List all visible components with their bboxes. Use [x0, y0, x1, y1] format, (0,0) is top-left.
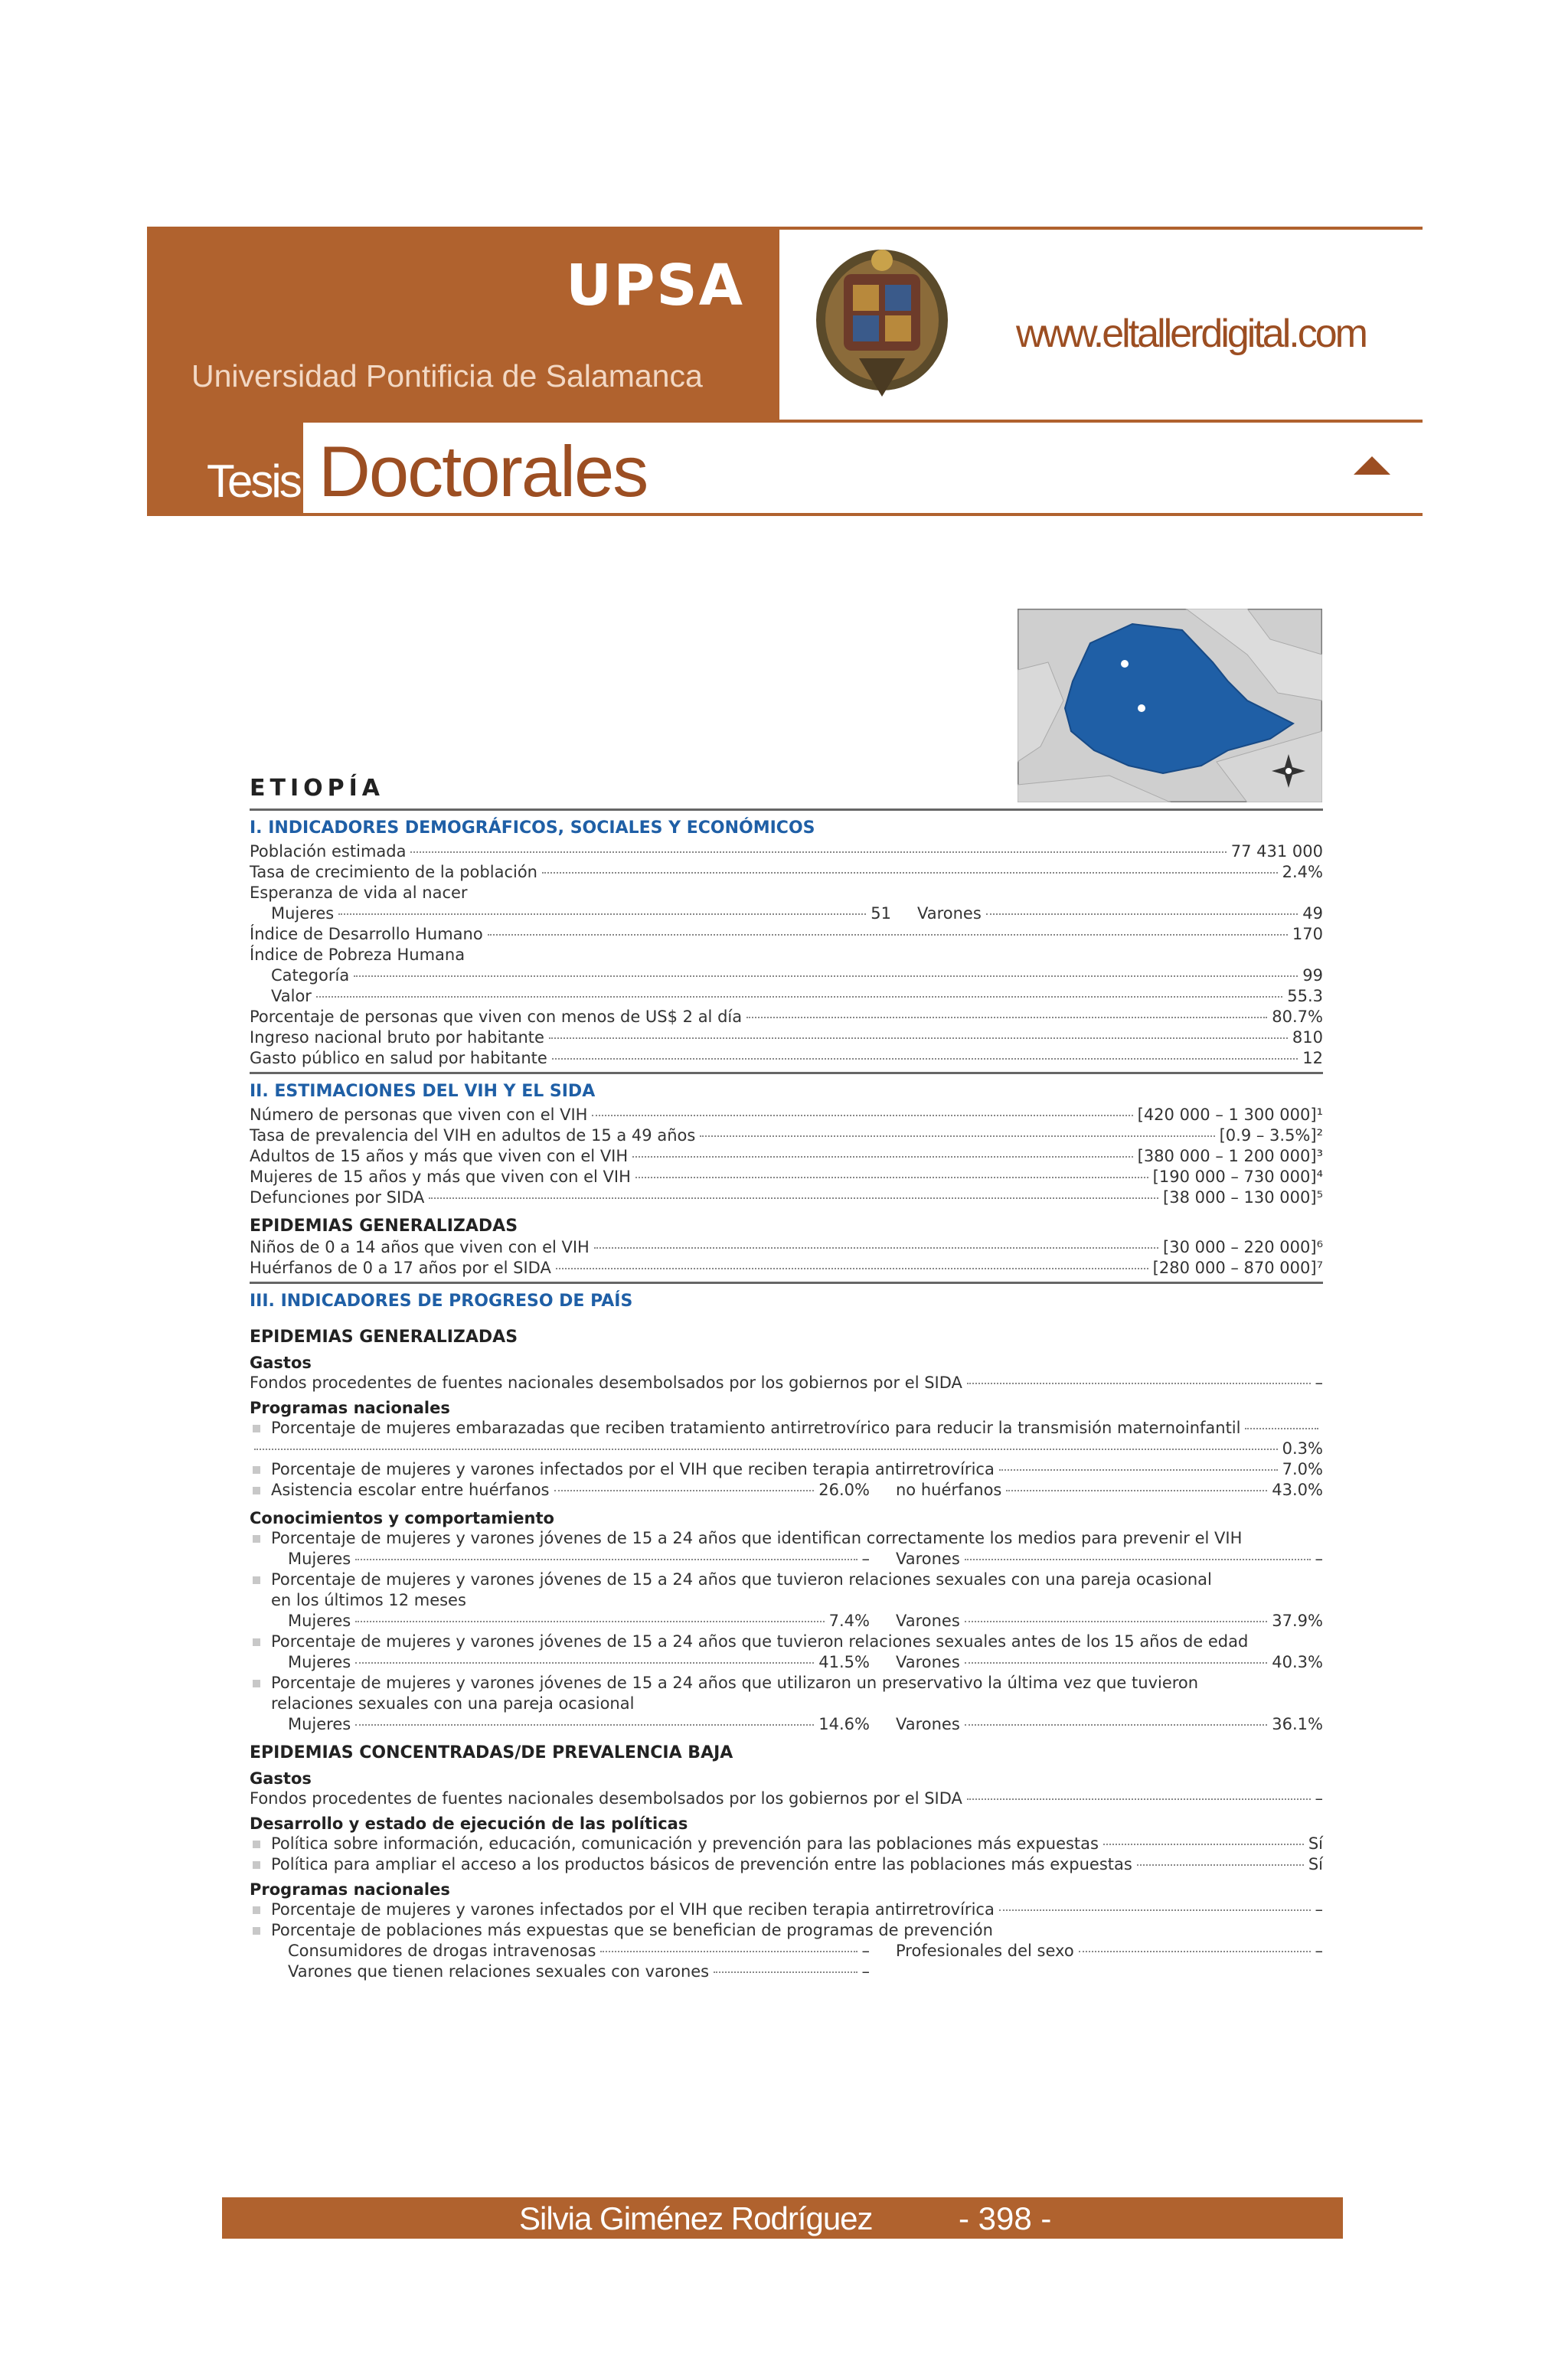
subsection-title: EPIDEMIAS GENERALIZADAS	[250, 1328, 518, 1347]
list-item: Política sobre información, educación, comunicación y prevención para las poblaciones más expuestas Sí	[250, 1834, 1323, 1854]
tesis-box	[147, 423, 303, 516]
data-row: Tasa de crecimiento de la población 2.4%	[250, 863, 1323, 881]
list-item: Porcentaje de mujeres embarazadas que reciben tratamiento antirretrovírico para reducir la transmisión maternoinfantil	[250, 1418, 1323, 1439]
university-crest-icon	[813, 243, 951, 407]
data-row: Categoría 99	[271, 966, 1323, 985]
list-item-cont: relaciones sexuales con una pareja ocasional	[271, 1694, 635, 1713]
subsection-title: EPIDEMIAS CONCENTRADAS/DE PREVALENCIA BAJA	[250, 1743, 733, 1762]
list-item: Política para ampliar el acceso a los productos básicos de prevención entre las poblaciones más expuestas Sí	[250, 1854, 1323, 1875]
site-url-link[interactable]: www.eltallerdigital.com	[1016, 312, 1366, 356]
group-label: Programas nacionales	[250, 1399, 450, 1417]
data-row: Varones que tienen relaciones sexuales con varones –	[288, 1962, 870, 1981]
data-row: Fondos procedentes de fuentes nacionales desembolsados por los gobiernos por el SIDA –	[250, 1789, 1323, 1808]
data-row: 0.3%	[250, 1439, 1323, 1459]
data-row: Adultos de 15 años y más que viven con el VIH [380 000 – 1 200 000]³	[250, 1147, 1323, 1165]
thesis-banner	[147, 423, 1423, 516]
data-row: Niños de 0 a 14 años que viven con el VIH [30 000 – 220 000]⁶	[250, 1238, 1323, 1256]
data-row: Mujeres – Varones –	[288, 1550, 1323, 1568]
list-item: Porcentaje de mujeres y varones jóvenes de 15 a 24 años que tuvieron relaciones sexuales antes de los 15 años de edad	[250, 1632, 1323, 1652]
list-item-cont: en los últimos 12 meses	[271, 1591, 466, 1609]
divider	[250, 1282, 1323, 1284]
data-row: Valor 55.3	[271, 987, 1323, 1005]
section-title: III. INDICADORES DE PROGRESO DE PAÍS	[250, 1292, 633, 1311]
section-title: I. INDICADORES DEMOGRÁFICOS, SOCIALES Y ECONÓMICOS	[250, 818, 815, 838]
data-row: Mujeres de 15 años y más que viven con el VIH [190 000 – 730 000]⁴	[250, 1168, 1323, 1186]
data-row: Mujeres 51 Varones 49	[271, 904, 1323, 923]
brand-subtitle: Universidad Pontificia de Salamanca	[191, 358, 703, 394]
list-item: Porcentaje de mujeres y varones jóvenes de 15 a 24 años que identifican correctamente los medios para prevenir el VIH	[250, 1528, 1323, 1549]
data-row: Número de personas que viven con el VIH [420 000 – 1 300 000]¹	[250, 1106, 1323, 1124]
country-title: ETIOPÍA	[250, 775, 384, 802]
brand-box	[147, 227, 779, 423]
divider	[147, 513, 1423, 516]
data-row: Mujeres 14.6% Varones 36.1%	[288, 1715, 1323, 1733]
group-label: Conocimientos y comportamiento	[250, 1509, 554, 1527]
data-label: Índice de Pobreza Humana	[250, 946, 466, 964]
list-item: Porcentaje de mujeres y varones infectados por el VIH que reciben terapia antirretrovírica 7.0%	[250, 1459, 1323, 1480]
data-row: Tasa de prevalencia del VIH en adultos de 15 a 49 años [0.9 – 3.5%]²	[250, 1126, 1323, 1145]
data-row: Mujeres 7.4% Varones 37.9%	[288, 1612, 1323, 1630]
data-row: Huérfanos de 0 a 17 años por el SIDA [280 000 – 870 000]⁷	[250, 1259, 1323, 1277]
footer-bar	[222, 2197, 1343, 2239]
group-label: Programas nacionales	[250, 1880, 450, 1899]
divider	[250, 808, 1323, 811]
list-item: Porcentaje de mujeres y varones jóvenes de 15 a 24 años que tuvieron relaciones sexuales con una pareja ocasional	[250, 1570, 1323, 1590]
group-label: Gastos	[250, 1354, 312, 1372]
section-title: II. ESTIMACIONES DEL VIH Y EL SIDA	[250, 1082, 596, 1101]
doctorales-label: Doctorales	[318, 431, 648, 511]
data-row: Gasto público en salud por habitante 12	[250, 1049, 1323, 1067]
brand-name: UPSA	[566, 253, 744, 318]
group-label: Gastos	[250, 1769, 312, 1788]
divider	[779, 227, 1423, 230]
document-body	[250, 772, 1323, 1982]
data-row: Porcentaje de personas que viven con menos de US$ 2 al día 80.7%	[250, 1008, 1323, 1026]
data-row: Mujeres 41.5% Varones 40.3%	[288, 1653, 1323, 1671]
header-banner	[147, 227, 1423, 423]
tesis-label: Tesis	[207, 456, 300, 507]
list-item: Porcentaje de mujeres y varones jóvenes de 15 a 24 años que utilizaron un preservativo la última vez que tuvieron	[250, 1673, 1323, 1694]
data-row: Defunciones por SIDA [38 000 – 130 000]⁵	[250, 1188, 1323, 1207]
page-number: - 398 -	[959, 2200, 1052, 2236]
list-item: Porcentaje de poblaciones más expuestas que se benefician de programas de prevención	[250, 1920, 1323, 1941]
group-label: Desarrollo y estado de ejecución de las políticas	[250, 1815, 688, 1833]
data-row: Población estimada 77 431 000	[250, 842, 1323, 861]
list-item: Porcentaje de mujeres y varones infectados por el VIH que reciben terapia antirretrovírica –	[250, 1899, 1323, 1920]
data-row: Fondos procedentes de fuentes nacionales desembolsados por los gobiernos por el SIDA –	[250, 1374, 1323, 1392]
data-row: Consumidores de drogas intravenosas – Profesionales del sexo –	[288, 1942, 1323, 1960]
data-row: Índice de Desarrollo Humano 170	[250, 925, 1323, 943]
divider	[250, 1072, 1323, 1074]
subsection-title: EPIDEMIAS GENERALIZADAS	[250, 1217, 518, 1236]
list-item: Asistencia escolar entre huérfanos 26.0% no huérfanos 43.0%	[250, 1480, 1323, 1501]
footer-author: Silvia Giménez Rodríguez	[519, 2200, 873, 2236]
data-row: Ingreso nacional bruto por habitante 810	[250, 1028, 1323, 1047]
scroll-up-icon[interactable]	[1354, 456, 1390, 475]
data-label: Esperanza de vida al nacer	[250, 884, 468, 902]
